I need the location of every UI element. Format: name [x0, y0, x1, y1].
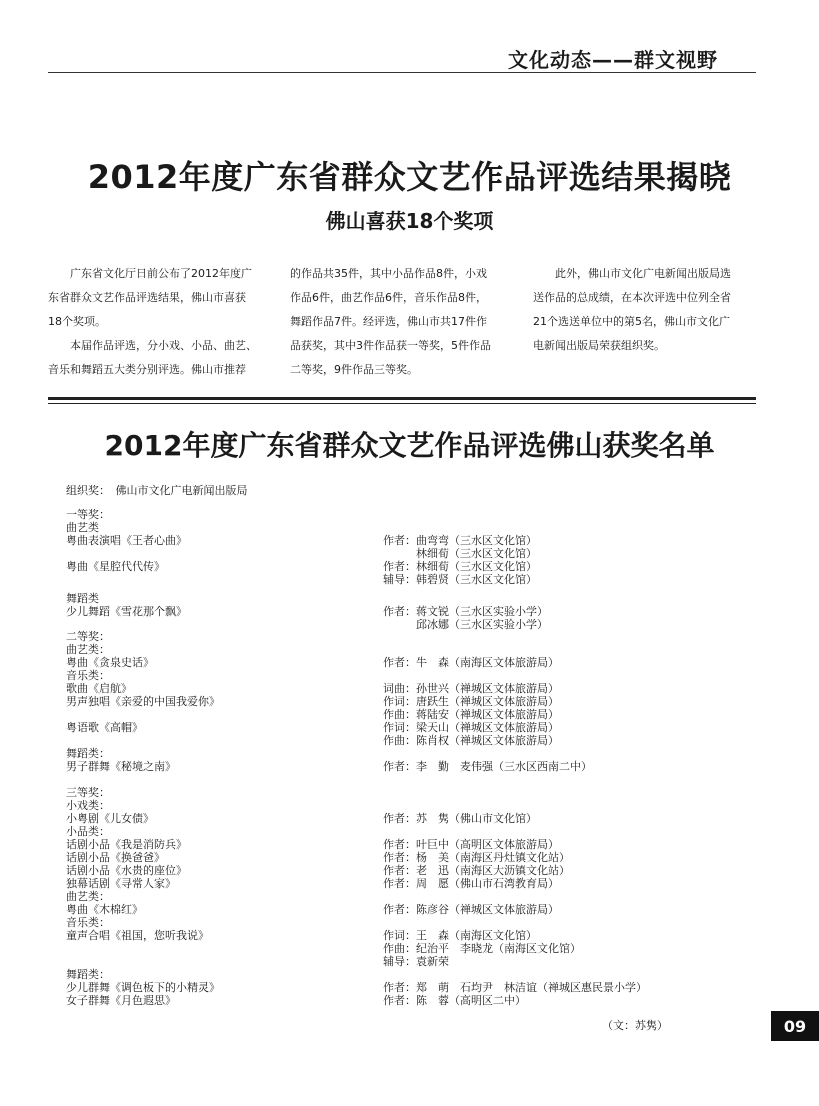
text-line: 广东省文化厅日前公布了2012年度广: [48, 267, 252, 280]
award-entry-title: 男声独唱《亲爱的中国我爱你》: [66, 695, 220, 708]
award-entry-title: 话剧小品《水贵的座位》: [66, 864, 187, 877]
award-entry-credit: 作者：老 迅（南海区大沥镇文化站）: [383, 864, 570, 877]
award-entry-title: 二等奖：: [66, 630, 110, 643]
award-entry-title: 童声合唱《祖国，您听我说》: [66, 929, 209, 942]
award-entry-credit: 作者：曲弯弯（三水区文化馆）: [383, 534, 537, 547]
award-entry-title: 粤曲表演唱《王者心曲》: [66, 534, 187, 547]
award-entry-credit: 词曲：孙世兴（禅城区文体旅游局）: [383, 682, 559, 695]
text-line: 品获奖，其中3件作品获一等奖，5件作品: [290, 339, 491, 352]
text-line: 送作品的总成绩，在本次评选中位列全省: [533, 291, 731, 304]
award-entry-credit: 作词：唐跃生（禅城区文体旅游局）: [383, 695, 559, 708]
article-title: 2012年度广东省群众文艺作品评选结果揭晓: [87, 158, 732, 196]
award-entry-title: 女子群舞《月色遐思》: [66, 994, 176, 1007]
award-entry-credit: 作者：林细荀（三水区文化馆）: [383, 560, 537, 573]
award-entry-title: 舞蹈类：: [66, 968, 110, 981]
award-entry-title: 粤语歌《高帽》: [66, 721, 143, 734]
organization-award: 组织奖： 佛山市文化广电新闻出版局: [66, 484, 248, 497]
award-entry-credit: 作者：李 勤 麦伟强（三水区西南二中）: [383, 760, 592, 773]
article-subtitle: 佛山喜获18个奖项: [325, 209, 494, 233]
text-line: 电新闻出版局荣获组织奖。: [533, 339, 665, 352]
award-entry-title: 歌曲《启航》: [66, 682, 132, 695]
text-line: 作品6件，曲艺作品6件，音乐作品8件，: [290, 291, 487, 304]
text-line: 二等奖，9件作品三等奖。: [290, 363, 418, 376]
award-entry-credit: 作者：叶巨中（高明区文体旅游局）: [383, 838, 559, 851]
article-column-1: [48, 262, 272, 382]
award-entry-title: 曲艺类：: [66, 643, 110, 656]
award-entry-title: 音乐类：: [66, 916, 110, 929]
text-line: 18个奖项。: [48, 315, 106, 328]
award-entry-title: 小品类：: [66, 825, 110, 838]
page-number: 09: [771, 1011, 819, 1041]
award-entry-credit: 作者：郑 萌 石均尹 林洁谊（禅城区惠民景小学）: [383, 981, 647, 994]
award-entry-title: 三等奖：: [66, 786, 110, 799]
award-entry-credit: 作者：蒋文锐（三水区实验小学）: [383, 605, 548, 618]
award-entry-credit: 作者：陈彦谷（禅城区文体旅游局）: [383, 903, 559, 916]
award-entry-title: 粤曲《星腔代代传》: [66, 560, 165, 573]
author-credit: （文：苏隽）: [602, 1019, 668, 1032]
award-entry-title: 粤曲《贪泉史话》: [66, 656, 154, 669]
award-entry-title: 粤曲《木棉红》: [66, 903, 143, 916]
award-entry-credit: 作者：杨 美（南海区丹灶镇文化站）: [383, 851, 570, 864]
award-entry-title: 音乐类：: [66, 669, 110, 682]
text-line: 21个选送单位中的第5名，佛山市文化广: [533, 315, 730, 328]
award-entry-credit: 辅导：韩碧贤（三水区文化馆）: [383, 573, 537, 586]
section-divider-thin: [48, 403, 756, 404]
award-entry-title: 一等奖：: [66, 508, 110, 521]
section-divider-thick: [48, 397, 756, 400]
award-entry-credit: 作者：苏 隽（佛山市文化馆）: [383, 812, 537, 825]
award-entry-credit: 作词：梁天山（禅城区文体旅游局）: [383, 721, 559, 734]
award-entry-credit: 辅导：袁新荣: [383, 955, 449, 968]
award-entry-credit: 邱冰娜（三水区实验小学）: [383, 618, 548, 631]
article-column-3: [533, 262, 755, 358]
award-entry-title: 话剧小品《换爸爸》: [66, 851, 165, 864]
award-entry-title: 话剧小品《我是消防兵》: [66, 838, 187, 851]
award-entry-title: 小戏类：: [66, 799, 110, 812]
award-entry-credit: 作曲：蒋陆安（禅城区文体旅游局）: [383, 708, 559, 721]
header-divider: [48, 72, 756, 73]
text-line: 本届作品评选，分小戏、小品、曲艺、: [48, 339, 257, 352]
text-line: 音乐和舞蹈五大类分别评选。佛山市推荐: [48, 363, 246, 376]
article-column-2: [290, 262, 518, 382]
award-entry-credit: 林细荀（三水区文化馆）: [383, 547, 537, 560]
text-line: 的作品共35件，其中小品作品8件，小戏: [290, 267, 487, 280]
award-entry-credit: 作者：周 愿（佛山市石湾教育局）: [383, 877, 559, 890]
award-entry-title: 小粤剧《儿女债》: [66, 812, 154, 825]
award-entry-credit: 作者：陈 蓉（高明区二中）: [383, 994, 526, 1007]
award-entry-title: 舞蹈类：: [66, 747, 110, 760]
award-entry-title: 舞蹈类: [66, 592, 99, 605]
award-entry-title: 少儿群舞《调色板下的小精灵》: [66, 981, 220, 994]
award-entry-title: 曲艺类: [66, 521, 99, 534]
award-list-title: 2012年度广东省群众文艺作品评选佛山获奖名单: [104, 429, 715, 462]
award-entry-credit: 作者：牛 森（南海区文体旅游局）: [383, 656, 559, 669]
award-entry-title: 曲艺类：: [66, 890, 110, 903]
award-entry-credit: 作曲：纪治平 李晓龙（南海区文化馆）: [383, 942, 581, 955]
text-line: 东省群众文艺作品评选结果，佛山市喜获: [48, 291, 246, 304]
award-entry-credit: 作词：王 森（南海区文化馆）: [383, 929, 537, 942]
text-line: 舞蹈作品7件。经评选，佛山市共17件作: [290, 315, 487, 328]
award-entry-title: 少儿舞蹈《雪花那个飘》: [66, 605, 187, 618]
award-entry-credit: 作曲：陈肖权（禅城区文体旅游局）: [383, 734, 559, 747]
section-header: 文化动态——群文视野: [508, 48, 718, 72]
award-entry-title: 独幕话剧《寻常人家》: [66, 877, 176, 890]
text-line: 此外，佛山市文化广电新闻出版局选: [533, 267, 731, 280]
award-entry-title: 男子群舞《秘境之南》: [66, 760, 176, 773]
